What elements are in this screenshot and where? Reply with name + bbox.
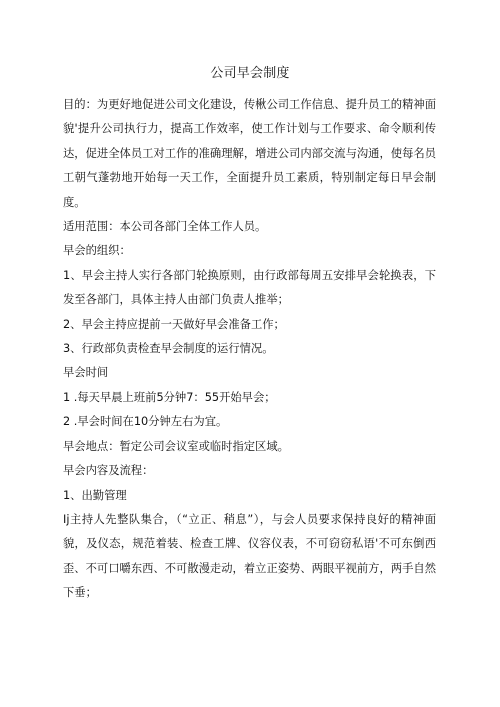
paragraph-location: 早会地点：暂定公司会议室或临时指定区域。 (63, 439, 289, 453)
heading-organization: 早会的组织： (63, 244, 131, 258)
paragraph-time-item-2: 2 .早会时间在10分钟左右为宜。 (63, 415, 228, 429)
paragraph-scope: 适用范围：本公司各部门全体工作人员。 (63, 220, 267, 234)
paragraph-org-item-3: 3、行政部负责检查早会制度的运行情况。 (63, 342, 274, 356)
paragraph-purpose: 目的：为更好地促进公司文化建设，传楸公司工作信息、提升员工的精神面貌'提升公司执行力，提高工作效率，使工作计划与工作要求、命令顺利传达，促进全体员工对工作的准确理解，增进公司内部交流与沟通，使每名员工朝气蓬勃地开始每一天工作，全面提升员工素质，特别制定每日早会制度。 (63, 98, 436, 209)
paragraph-attendance-detail: Ij主持人先整队集合，（“立正、稍息”），与会人员要求保持良好的精神面貌，及仪态，规范着装、检查工牌、仪容仪表，不可窃窃私语'不可东倒西歪、不可口嚼东西、不可散漫走动，着立正姿势、两眼平视前方，两手自然下垂； (63, 512, 436, 600)
heading-meeting-time: 早会时间 (63, 366, 109, 380)
paragraph-org-item-1: 1、早会主持人实行各部门轮换原则，由行政部每周五安排早会轮换表，下发至各部门，具体主持人由部门负责人推举； (63, 268, 436, 307)
document-body (63, 93, 436, 606)
heading-content-process: 早会内容及流程： (63, 464, 154, 478)
document-title: 公司早会制度 (210, 66, 290, 81)
heading-attendance: 1、出勤管理 (63, 488, 127, 502)
paragraph-org-item-2: 2、早会主持应提前一天做好早会准备工作； (63, 317, 285, 331)
paragraph-time-item-1: 1 .每天早晨上班前5分钟7：55开始早会； (63, 390, 276, 404)
